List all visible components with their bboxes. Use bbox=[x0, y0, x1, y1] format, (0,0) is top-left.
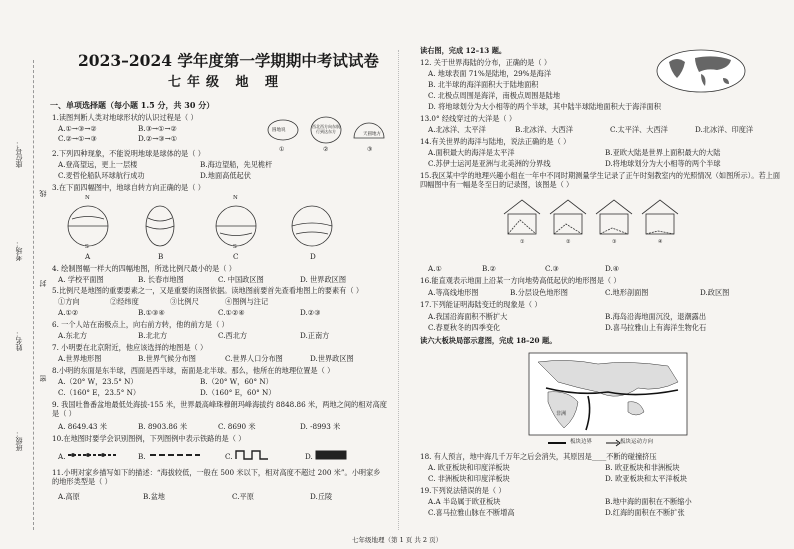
q15-opt-c: C.③ bbox=[545, 264, 559, 273]
q14-opt-b: B.亚欧大陆是世界上面积最大的大陆 bbox=[605, 148, 721, 157]
q19-opt-b: B.地中海的面积在不断缩小 bbox=[605, 497, 692, 506]
q10-opt-d: D. bbox=[305, 452, 313, 461]
q10-legend-symbols bbox=[68, 447, 398, 463]
q11-opt-b: B.盆地 bbox=[143, 492, 165, 501]
q8-text: 8.小明的东面是东半球，西面是西半球，南面是北半球。那么，他所在的地理位置是（ ） bbox=[52, 366, 335, 375]
legend-direction: 板块运动方向 bbox=[620, 439, 654, 445]
q9-opt-b: B. 8903.86 米 bbox=[138, 422, 188, 431]
legend-symbols bbox=[548, 439, 628, 447]
q15-fig-label: ④ bbox=[658, 239, 663, 245]
q6-opt-a: A.东北方 bbox=[58, 331, 88, 340]
q19-opt-a: A.A 半岛属于欧亚板块 bbox=[428, 497, 501, 506]
q4-opt-d: D. 世界政区图 bbox=[300, 275, 347, 284]
q5-item: ②经纬度 bbox=[110, 297, 139, 306]
q13-opt-d: D.北冰洋、印度洋 bbox=[695, 125, 754, 134]
mi-label: 密 bbox=[39, 375, 47, 382]
q15-fig-label: ① bbox=[520, 239, 525, 245]
q7-opt-a: A.世界地形图 bbox=[58, 354, 102, 363]
q12-opt-d: D. 将地球划分为大小相等的两个半球，其中陆半球陆地面积大于海洋面积 bbox=[428, 102, 661, 111]
q3-globes bbox=[58, 194, 358, 258]
q4-opt-b: B. 长春市地图 bbox=[138, 275, 184, 284]
q10-opt-b: B. bbox=[138, 452, 146, 461]
q11-opt-d: D.丘陵 bbox=[310, 492, 333, 501]
q6-text: 6. 一个人站在南极点上，向右前方转，他的前方是（ ） bbox=[52, 320, 229, 329]
q3-text: 3.在下面四幅图中，地球自转方向正确的是（ ） bbox=[52, 183, 205, 192]
plate-map bbox=[528, 352, 688, 436]
q17-opt-d: D.喜马拉雅山上有海洋生物化石 bbox=[605, 323, 707, 332]
intro-12-13: 读右图，完成 12–13 题。 bbox=[420, 46, 507, 55]
q3-label-c: C bbox=[233, 252, 239, 261]
q19-text: 19.下列说法错误的是（ ） bbox=[420, 486, 506, 495]
q6-opt-c: C.西北方 bbox=[218, 331, 248, 340]
exam-room-label: 考场： bbox=[15, 240, 23, 261]
q13-opt-b: B.北冰洋、大西洋 bbox=[515, 125, 573, 134]
q5-item: ④图例与注记 bbox=[225, 297, 269, 306]
q4-opt-c: C. 中国政区图 bbox=[218, 275, 264, 284]
q5-opt-c: C.①②④ bbox=[218, 308, 245, 317]
q18-opt-b: B. 欧亚板块和非洲板块 bbox=[605, 463, 680, 472]
pole-s: S bbox=[233, 244, 237, 250]
q5-opt-d: D.②③ bbox=[300, 308, 321, 317]
q8-opt-d: D.（160° E，60° N） bbox=[200, 388, 276, 397]
q10-opt-a: A. bbox=[58, 452, 66, 461]
q9-opt-a: A. 8649.43 米 bbox=[58, 422, 107, 431]
q18-opt-c: C. 非洲板块和印度洋板块 bbox=[428, 474, 510, 483]
q1-fig-label: ① bbox=[279, 146, 285, 153]
q5-item: ①方向 bbox=[58, 297, 80, 306]
q2-opt-d: D.地面高低起伏 bbox=[200, 171, 251, 180]
seal-label: 封 bbox=[39, 280, 47, 287]
q1-opt-d: D.②→③→① bbox=[138, 134, 178, 143]
q11-text: 11.小明对家乡描写如下的描述：“海拔较低，一般在 500 米以下，相对高度不超过 200 米”。小明家乡的地形类型是（ ） bbox=[52, 468, 381, 486]
binding-line bbox=[33, 60, 34, 530]
q7-opt-c: C.世界人口分布图 bbox=[225, 354, 283, 363]
q14-text: 14.有关世界的海洋与陆地，说法正确的是（ ） bbox=[420, 137, 571, 146]
q15-classroom-figures bbox=[502, 196, 682, 244]
q1-text: 1.读图判断人类对地球形状的认识过程是（ ） bbox=[52, 113, 198, 122]
pole-n: N bbox=[85, 195, 90, 201]
q4-text: 4. 绘制图幅一样大的四幅地图，所选比例尺最小的是（ ） bbox=[52, 264, 236, 273]
exam-title: 2023–2024 学年度第一学期期中考试试卷 bbox=[78, 51, 379, 70]
seat-label: 座位号： bbox=[15, 140, 23, 168]
q15-fig-label: ③ bbox=[612, 239, 617, 245]
q5-item: ③比例尺 bbox=[170, 297, 199, 306]
q19-opt-d: D.红海的面积在不断扩张 bbox=[605, 508, 685, 517]
q14-opt-a: A.面积最大的海洋是太平洋 bbox=[428, 148, 515, 157]
q17-opt-c: C.春夏秋冬的四季变化 bbox=[428, 323, 501, 332]
q1-opt-c: C.②→①→③ bbox=[58, 134, 97, 143]
q15-opt-b: B.② bbox=[482, 264, 497, 273]
name-label: 姓名： bbox=[15, 330, 23, 351]
q9-opt-c: C. 8690 米 bbox=[218, 422, 256, 431]
line-label: 线 bbox=[39, 190, 47, 197]
q16-opt-c: C.地形剖面图 bbox=[605, 288, 649, 297]
q11-opt-a: A.高原 bbox=[58, 492, 80, 501]
q5-text: 5.比例尺是地图的重要要素之一，又是重要的读图依据。读地图前要首先查看地图上的要素有（ ） bbox=[52, 286, 364, 295]
q9-text: 9. 我国吐鲁番盆地最低处海拔-155 米，世界最高峰珠穆朗玛峰海拔约 8848.86 米，两地之间的相对高度是（ ） bbox=[52, 400, 387, 418]
q18-opt-a: A. 欧亚板块和印度洋板块 bbox=[428, 463, 510, 472]
exam-subtitle: 七年级 地 理 bbox=[168, 75, 285, 90]
q16-opt-a: A.等高线地形图 bbox=[428, 288, 479, 297]
pole-s: S bbox=[85, 244, 89, 250]
q13-opt-c: C.太平洋、大西洋 bbox=[610, 125, 668, 134]
q18-text: 18. 有人预言，地中海几千万年之后会消失，其原因是____不断的碰撞挤压 bbox=[420, 452, 657, 461]
q13-text: 13.0° 经线穿过的大洋是（ ） bbox=[420, 114, 517, 123]
q6-opt-b: B.北北方 bbox=[138, 331, 168, 340]
q15-opt-a: A.① bbox=[428, 264, 442, 273]
q18-opt-d: D. 欧亚板块和太平洋板块 bbox=[605, 474, 687, 483]
q19-opt-c: C.喜马拉雅山脉在不断增高 bbox=[428, 508, 515, 517]
q15-text: 15.我区某中学的地理兴趣小组在一年中不同时期测量学生记录了正午时刻教室内的光照情况（如图所示）。若上面四幅图中有一幅是冬至日的记录图，该图是（ ） bbox=[420, 171, 781, 189]
q8-opt-c: C.（160° E，23.5° N） bbox=[58, 388, 141, 397]
q4-opt-a: A. 学校平面图 bbox=[58, 275, 104, 284]
q16-text: 16.能直观表示地面上沿某一方向地势高低起伏的地形图是（ ） bbox=[420, 276, 621, 285]
q14-opt-c: C.苏伊士运河是亚洲与北美洲的分界线 bbox=[428, 159, 551, 168]
q7-text: 7. 小明要在北京附近，他应该选择的地图是（ ） bbox=[52, 343, 208, 352]
q1-fig-label: ② bbox=[323, 146, 329, 153]
q1-fig-label: ③ bbox=[367, 146, 373, 153]
q3-label-b: B bbox=[158, 252, 164, 261]
q6-opt-d: D.正南方 bbox=[300, 331, 330, 340]
q2-opt-b: B.海边望船，先见桅杆 bbox=[200, 160, 273, 169]
q10-text: 10.在地图时要学会识别图例，下列图例中表示铁路的是（ ） bbox=[52, 434, 246, 443]
q12-text: 12. 关于世界海陆的分布，正确的是（ ） bbox=[420, 58, 552, 67]
page-footer: 七年级地理（第 1 页 共 2 页） bbox=[352, 536, 443, 544]
q15-opt-d: D.④ bbox=[605, 264, 620, 273]
q2-opt-a: A.登高望远，更上一层楼 bbox=[58, 160, 138, 169]
pole-n: N bbox=[233, 195, 238, 201]
africa-label: 非洲 bbox=[556, 411, 567, 417]
q7-opt-b: B.世界气候分布图 bbox=[138, 354, 196, 363]
q7-opt-d: D.世界政区图 bbox=[310, 354, 354, 363]
q12-opt-b: B. 北半球的海洋面积大于陆地面积 bbox=[428, 80, 539, 89]
legend-boundary: 板块边界 bbox=[570, 439, 593, 445]
q15-fig-label: ② bbox=[566, 239, 571, 245]
q5-opt-a: A.①② bbox=[58, 308, 79, 317]
q2-opt-c: C.麦哲伦船队环球航行成功 bbox=[58, 171, 145, 180]
class-label: 班级： bbox=[15, 430, 23, 451]
q12-opt-c: C. 北极点周围是海洋，南极点周围是陆地 bbox=[428, 91, 561, 100]
intro-18-20: 读六大板块局部示意图，完成 18–20 题。 bbox=[420, 336, 557, 345]
q16-opt-d: D.政区图 bbox=[700, 288, 730, 297]
q10-opt-c: C. bbox=[225, 452, 233, 461]
q1-fig-3-caption: 天圆地方 bbox=[363, 132, 381, 137]
q5-opt-b: B.①③④ bbox=[138, 308, 165, 317]
q17-text: 17.下列能证明海陆变迁的现象是（ ） bbox=[420, 300, 542, 309]
q13-opt-a: A.北冰洋、太平洋 bbox=[428, 125, 486, 134]
q1-fig-2-caption: 西北西方向东航行到达东方 bbox=[312, 124, 340, 134]
q12-opt-a: A. 地球表面 71%是陆地，29%是海洋 bbox=[428, 69, 552, 78]
q9-opt-d: D. -8993 米 bbox=[300, 422, 341, 431]
q3-label-d: D bbox=[310, 252, 316, 261]
q8-opt-b: B.（20° W，60° N） bbox=[200, 377, 273, 386]
q14-opt-d: D.将地球划分为大小相等的两个半球 bbox=[605, 159, 721, 168]
world-map-figure bbox=[655, 48, 747, 94]
section-heading: 一、单项选择题（每小题 1.5 分，共 30 分） bbox=[50, 100, 215, 110]
q11-opt-c: C.平原 bbox=[232, 492, 254, 501]
q3-label-a: A bbox=[85, 252, 91, 261]
q2-text: 2.下列四种现象，不能说明地球是球体的是（ ） bbox=[52, 149, 205, 158]
q16-opt-b: B.分层设色地形图 bbox=[510, 288, 568, 297]
column-divider bbox=[398, 50, 399, 530]
q8-opt-a: A.（20° W，23.5° N） bbox=[58, 377, 138, 386]
q1-fig-1-caption: 圆地说 bbox=[272, 128, 286, 133]
q1-opt-b: B.③→①→② bbox=[138, 124, 177, 133]
q1-opt-a: A.①→③→② bbox=[58, 124, 97, 133]
q17-opt-a: A.我国沿海面积不断扩大 bbox=[428, 312, 508, 321]
q17-opt-b: B.海岛沿海地面沉没，退潮露出 bbox=[605, 312, 707, 321]
